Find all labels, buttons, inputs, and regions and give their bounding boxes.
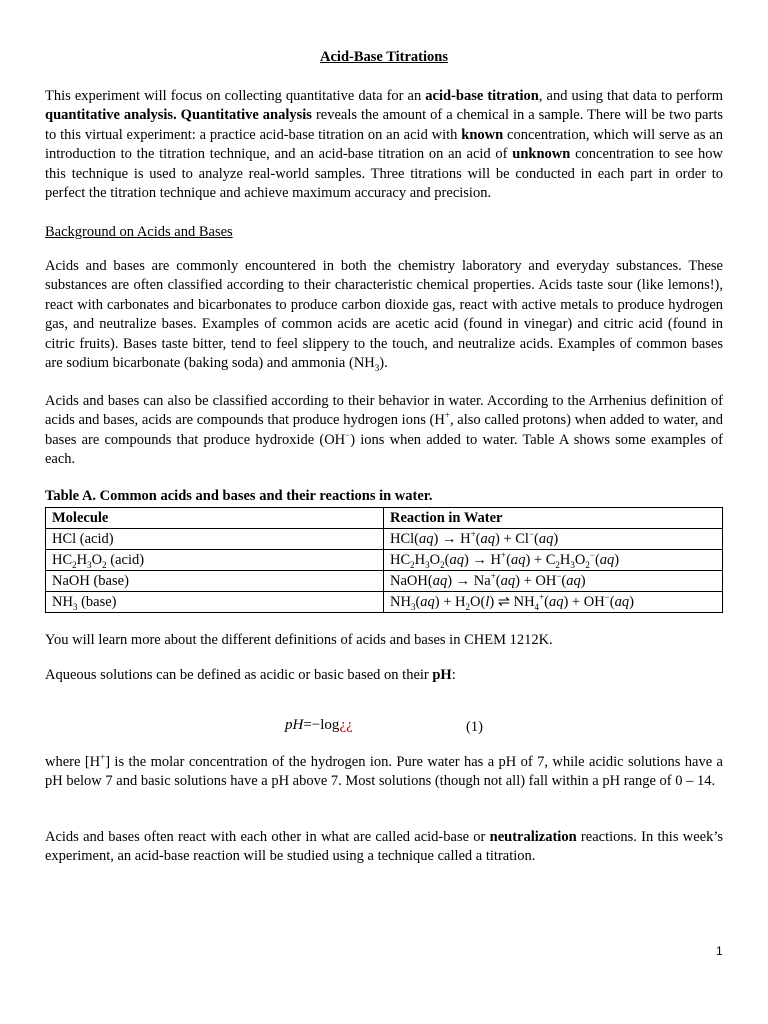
table-row	[46, 529, 723, 550]
reaction-cell: $HC_2H_3O_2(aq) \to H^+(aq) + C_2H_3O_2^-(aq)$	[384, 550, 723, 571]
intro-paragraph: This experiment will focus on collecting quantitative data for an acid-base titration, and using that data to perform quantitative analysis. Quantitative analysis reveals the amount of a chemical in a sample. There will be two parts to this virtual experiment: a practice acid-base titration on an acid with known concentration, which will serve as an introduction to the titration technique, and an acid-base titration on an acid of unknown concentration to see how this technique is used to analyze real-world samples. Three titrations will be conducted in each part in order to perfect the titration technique and achieve maximum accuracy and precision.	[45, 88, 723, 202]
table-row	[46, 571, 723, 592]
acids-bases-table	[45, 507, 723, 613]
arrhenius-paragraph: Acids and bases can also be classified according to their behavior in water. According to the Arrhenius definition of acids and bases, acids are compounds that produce hydrogen ions (H+, also called protons) when added to water, and bases are compounds that produce hydroxide (OH−) ions when added to water. Table A shows some examples of each.	[45, 393, 723, 468]
acids-bases-paragraph: Acids and bases are commonly encountered in both the chemistry laboratory and everyday substances. These substances are often classified according to their characteristic chemical properties. Acids taste sour (like lemons!), react with carbonates and bicarbonates to produce carbon dioxide gas, react with active metals to produce hydrogen gas, and neutralize bases. Examples of common acids are acetic acid (found in vinegar) and citric acid (found in citric fruits). Bases taste bitter, tend to feel slippery to the touch, and neutralize acids. Examples of common bases are sodium bicarbonate (baking soda) and ammonia $(NH_3)$.	[45, 258, 723, 373]
reaction-cell: HCl(aq) → H+(aq) + Cl−(aq)	[384, 529, 723, 550]
section-heading: Background on Acids and Bases	[45, 224, 233, 240]
molecule-cell: $NH_3$ (base)	[46, 592, 384, 613]
chem-course-paragraph: You will learn more about the different definitions of acids and bases in CHEM 1212K.	[45, 632, 553, 648]
page-title: Acid-Base Titrations	[320, 49, 448, 65]
reaction-cell: $NH_3(aq) + H_2O(l)$ ⇌ $NH_4^+(aq) + OH^-(aq)$	[384, 592, 723, 613]
neutralization-paragraph: Acids and bases often react with each other in what are called acid-base or neutralization reactions. In this week’s experiment, an acid-base reaction will be studied using a technique called a titration.	[45, 829, 723, 865]
header-molecule: Molecule	[46, 508, 384, 529]
molecule-cell: NaOH (base)	[46, 571, 384, 592]
ph-intro-paragraph: Aqueous solutions can be defined as acidic or basic based on their pH:	[45, 667, 456, 683]
reaction-cell: NaOH(aq) → Na+(aq) + OH−(aq)	[384, 571, 723, 592]
equation-number: (1)	[466, 719, 483, 735]
page-number: 1	[716, 944, 723, 958]
table-caption: Table A. Common acids and bases and their reactions in water.	[45, 488, 433, 504]
molecule-cell: HCl (acid)	[46, 529, 384, 550]
ph-equation: pH=−log¿¿	[285, 717, 353, 733]
table-row	[46, 550, 723, 571]
header-reaction: Reaction in Water	[384, 508, 723, 529]
table-row	[46, 592, 723, 613]
ph-definition-paragraph: where [H+] is the molar concentration of the hydrogen ion. Pure water has a pH of 7, while acidic solutions have a pH below 7 and basic solutions have a pH above 7. Most solutions (though not all) fall within a pH range of 0 – 14.	[45, 752, 723, 790]
molecule-cell: $HC_2H_3O_2$ (acid)	[46, 550, 384, 571]
table-header-row	[46, 508, 723, 529]
